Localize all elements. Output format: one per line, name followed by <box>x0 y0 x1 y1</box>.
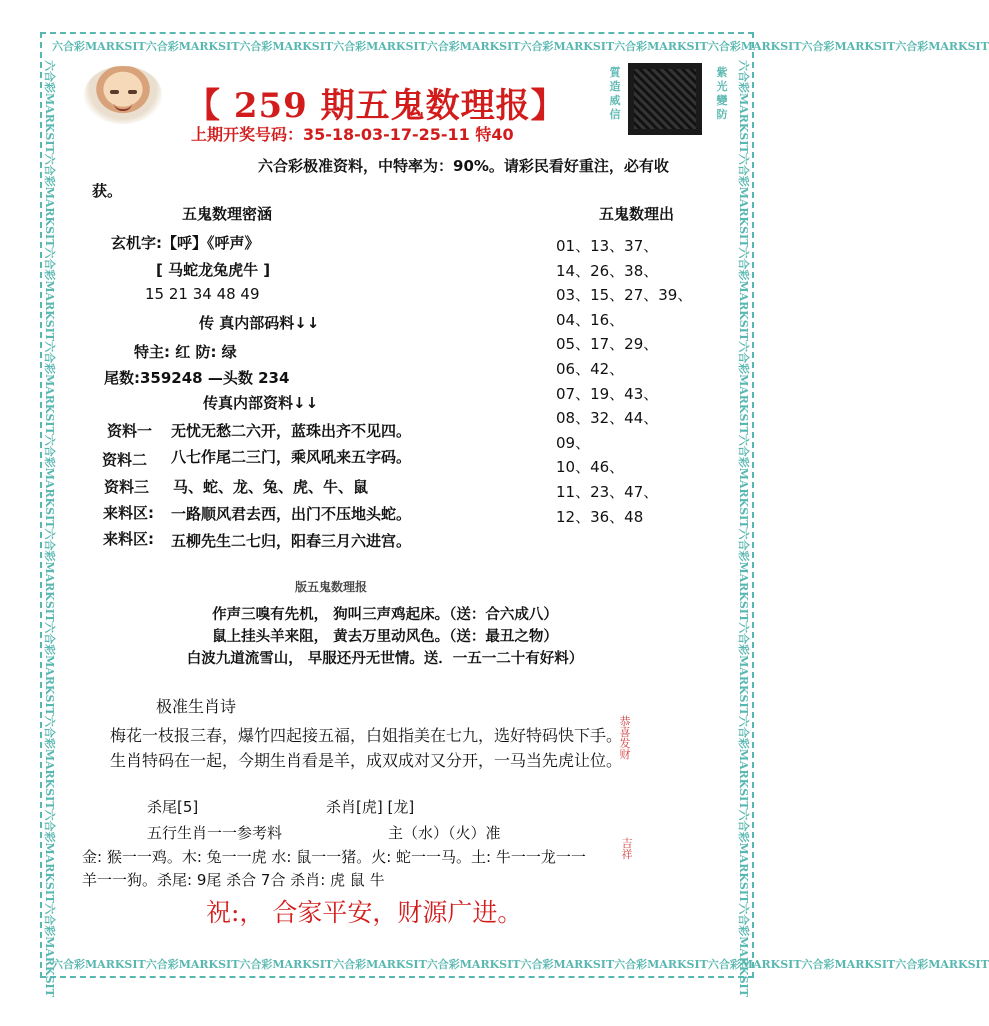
portrait-image <box>84 66 162 124</box>
info1-text: 无忧无愁二六开，蓝珠出齐不见四。 <box>171 422 412 440</box>
right-number-list <box>556 234 692 529</box>
list-item: 12、36、48 <box>556 507 644 526</box>
info3-text: 马、蛇、龙、兔、虎、牛、鼠 <box>173 478 369 496</box>
verse-line-3: 白波九道流雪山， 早服还丹无世情。送．一五一二十有好料） <box>186 651 584 667</box>
verse-heading: 版五鬼数理报 <box>295 580 368 594</box>
kill-zodiac: 杀肖[虎] [龙] <box>326 798 415 816</box>
fax-inner-info-heading: 传真内部资料↓↓ <box>203 394 319 412</box>
source1-text: 一路顺风君去西，出门不压地头蛇。 <box>171 505 412 523</box>
qr-side-label-left: 質造威信 <box>609 66 621 121</box>
list-item: 06、42、 <box>556 359 625 378</box>
five-elements-heading: 五行生肖一一参考料 <box>147 824 283 842</box>
list-item: 07、19、43、 <box>556 384 659 403</box>
blessing-text: 祝:， 合家平安，财源广进。 <box>206 898 523 927</box>
main-element: 主（水）（火）准 <box>388 824 501 842</box>
source1-label: 来料区: <box>103 504 154 522</box>
source2-label: 来料区: <box>103 530 154 548</box>
tail-head-numbers: 尾数:359248 —头数 234 <box>104 369 290 387</box>
verse-line-2: 鼠上挂头羊来阻， 黄去万里动风色。（送：最丑之物） <box>212 629 558 645</box>
page-title: 【 259 期五鬼数理报】 <box>186 86 566 126</box>
kill-tail: 杀尾[5] <box>147 798 199 816</box>
list-item: 14、26、38、 <box>556 261 659 280</box>
source2-text: 五柳先生二七归，阳春三月六进宫。 <box>171 532 412 550</box>
border-watermark-bottom: 六合彩MARKSIT六合彩MARKSIT六合彩MARKSIT六合彩MARKSIT六合彩MARKSIT六合彩MARKSIT六合彩MARKSIT六合彩MARKSIT六合彩MARKSIT六合彩MARKSIT <box>52 958 989 971</box>
intro-paragraph: 六合彩极准资料，中特率为：90%。请彩民看好重注，必有收 获。 <box>92 157 669 200</box>
list-item: 05、17、29、 <box>556 335 659 354</box>
list-item: 09、 <box>556 433 591 452</box>
right-heading: 五鬼数理出 <box>599 205 675 223</box>
poem-line-1: 梅花一枝报三春，爆竹四起接五福，白姐指美在七九，选好特码快下手。 <box>110 726 623 745</box>
verse-line-1: 作声三嗅有先机， 狗叫三声鸡起床。（送：合六成八） <box>212 607 558 623</box>
list-item: 10、46、 <box>556 458 625 477</box>
poem-line-2: 生肖特码在一起，今期生肖看是羊，成双成对又分开，一马当先虎让位。 <box>110 751 623 770</box>
list-item: 04、16、 <box>556 310 625 329</box>
red-stamp-upper: 恭喜发财 <box>619 715 631 761</box>
elements-line-2: 羊一一狗。杀尾: 9尾 杀合 7合 杀肖: 虎 鼠 牛 <box>82 871 385 889</box>
mystery-word: 玄机字:【呼】《呼声》 <box>111 234 260 252</box>
list-item: 08、32、44、 <box>556 409 659 428</box>
qr-side-label-right: 紫光變防 <box>716 66 728 121</box>
red-stamp-lower: 吉祥 <box>621 837 633 861</box>
border-watermark-top: 六合彩MARKSIT六合彩MARKSIT六合彩MARKSIT六合彩MARKSIT六合彩MARKSIT六合彩MARKSIT六合彩MARKSIT六合彩MARKSIT六合彩MARKSIT六合彩MARKSIT <box>52 40 989 53</box>
left-heading: 五鬼数理密涵 <box>182 205 273 223</box>
info3-label: 资料三 <box>104 478 150 496</box>
lucky-numbers: 15 21 34 48 49 <box>145 285 260 303</box>
fax-inner-code-heading: 传 真内部码料↓↓ <box>199 314 320 332</box>
info1-label: 资料一 <box>107 422 153 440</box>
list-item: 03、15、27、39、 <box>556 286 693 305</box>
info2-label: 资料二 <box>102 451 148 469</box>
border-watermark-left: 六合彩MARKSIT六合彩MARKSIT六合彩MARKSIT六合彩MARKSIT六合彩MARKSIT六合彩MARKSIT六合彩MARKSIT六合彩MARKSIT六合彩MARKSIT六合彩MARKSIT <box>43 60 56 997</box>
elements-line-1: 金: 猴一一鸡。木: 兔一一虎 水: 鼠一一猪。火: 蛇一一马。土: 牛一一龙一一 <box>82 848 586 866</box>
special-color: 特主: 红 防: 绿 <box>134 343 237 361</box>
list-item: 11、23、47、 <box>556 482 659 501</box>
zodiac-group: [ 马蛇龙兔虎牛 ] <box>156 261 271 279</box>
poem-heading: 极准生肖诗 <box>156 697 237 716</box>
info2-text: 八七作尾二三门，乘风吼来五字码。 <box>171 448 412 466</box>
qr-code-image <box>628 63 702 135</box>
list-item: 01、13、37、 <box>556 237 659 255</box>
previous-draw-numbers: 上期开奖号码：35-18-03-17-25-11 特40 <box>191 125 514 144</box>
border-watermark-right: 六合彩MARKSIT六合彩MARKSIT六合彩MARKSIT六合彩MARKSIT六合彩MARKSIT六合彩MARKSIT六合彩MARKSIT六合彩MARKSIT六合彩MARKSIT六合彩MARKSIT <box>737 60 750 997</box>
